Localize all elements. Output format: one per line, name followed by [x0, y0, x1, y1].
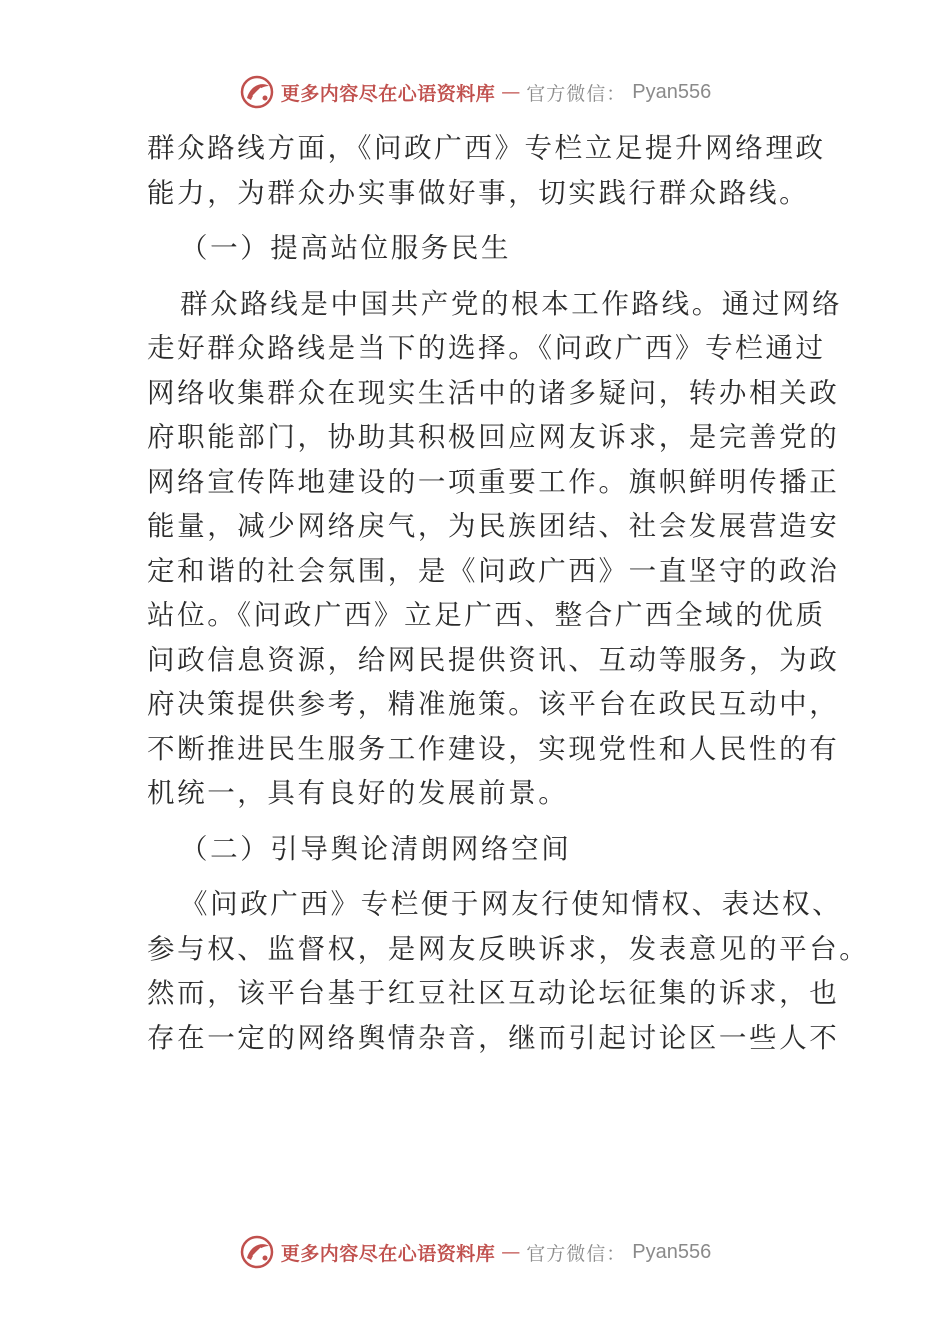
footer-wechat-id: Pyan556 [632, 1240, 712, 1263]
para2-line-2: 走好群众路线是当下的选择。《问政广西》专栏通过 [147, 332, 826, 364]
header-wechat-id: Pyan556 [632, 80, 712, 103]
document-body [147, 126, 870, 1060]
para2-line-7: 定和谐的社会氛围，是《问政广西》一直坚守的政治 [147, 554, 840, 587]
footer-banner-inner [239, 1234, 712, 1270]
para2-line-12: 机统一，具有良好的发展前景。 [147, 777, 569, 809]
logo-icon [239, 1234, 275, 1270]
header-banner [0, 70, 950, 114]
para2-line-8: 站位。《问政广西》立足广西、整合广西全域的优质 [147, 599, 826, 631]
para2-line-1: 群众路线是中国共产党的根本工作路线。通过网络 [180, 287, 843, 320]
para3-line-2: 参与权、监督权，是网友反映诉求，发表意见的平台。 [147, 932, 870, 965]
logo-icon [239, 74, 275, 110]
header-banner-inner [239, 74, 712, 110]
section-heading-2: （二）引导舆论清朗网络空间 [180, 832, 572, 865]
footer-banner [0, 1230, 950, 1274]
footer-slogan: 更多内容尽在心语资料库 [280, 1242, 496, 1265]
para3-line-4: 存在一定的网络舆情杂音，继而引起讨论区一些人不 [147, 1021, 840, 1054]
para2-line-3: 网络收集群众在现实生活中的诸多疑问，转办相关政 [147, 376, 840, 409]
para2-line-9: 问政信息资源，给网民提供资讯、互动等服务，为政 [147, 643, 840, 676]
para2-line-11: 不断推进民生服务工作建设，实现党性和人民性的有 [147, 732, 840, 765]
para3-line-1: 《问政广西》专栏便于网友行使知情权、表达权、 [180, 888, 843, 920]
header-slogan: 更多内容尽在心语资料库 [280, 82, 496, 105]
para2-line-4: 府职能部门，协助其积极回应网友诉求，是完善党的 [147, 421, 840, 453]
para3-line-3: 然而，该平台基于红豆社区互动论坛征集的诉求，也 [147, 977, 840, 1009]
para2-line-5: 网络宣传阵地建设的一项重要工作。旗帜鲜明传播正 [147, 465, 840, 498]
footer-dash: — [501, 1241, 521, 1263]
header-dash: — [501, 81, 521, 103]
para2-line-6: 能量，减少网络戾气，为民族团结、社会发展营造安 [147, 510, 840, 542]
section-heading-1: （一）提高站位服务民生 [180, 232, 512, 264]
para1-line-1: 群众路线方面，《问政广西》专栏立足提升网络理政 [147, 132, 826, 164]
header-wechat-label: 官方微信： [526, 82, 627, 105]
para1-line-2: 能力，为群众办实事做好事，切实践行群众路线。 [147, 176, 810, 209]
footer-wechat-label: 官方微信： [526, 1242, 627, 1265]
para2-line-10: 府决策提供参考，精准施策。该平台在政民互动中， [147, 688, 840, 720]
